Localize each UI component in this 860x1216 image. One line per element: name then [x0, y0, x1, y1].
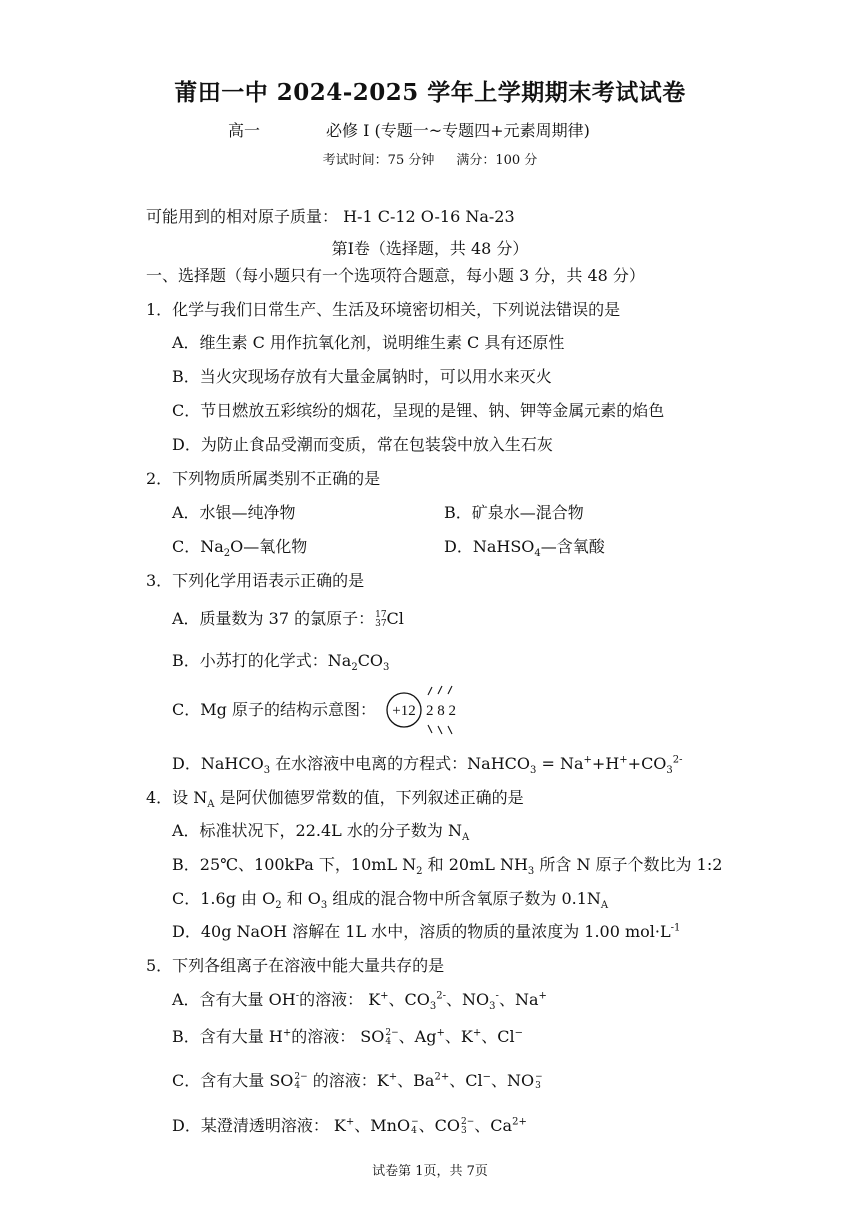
q2-option-a: A．水银—纯净物 [172, 503, 296, 522]
q1-option-d: D．为防止食品受潮而变质，常在包装袋中放入生石灰 [172, 435, 553, 454]
q4-option-d: D．40g NaOH 溶解在 1L 水中，溶质的物质的量浓度为 1.00 $mol\cdot L^{-1}$ [172, 922, 681, 941]
part-title: 第Ⅰ卷（选择题，共 48 分） [331, 239, 529, 258]
nucleus-charge: +12 [392, 703, 416, 719]
q4-option-c: C．1.6g 由 $O_2$ 和 $O_3$ 组成的混合物中所含氧原子数为 $0.1N_A$ [172, 889, 609, 912]
section-title: 一、选择题（每小题只有一个选项符合题意，每小题 3 分，共 48 分） [146, 266, 645, 285]
q5-stem: 5．下列各组离子在溶液中能大量共存的是 [146, 956, 445, 975]
q5-option-a: A．含有大量 OH-的溶液： K+、$CO_3^{2-}$、$NO_3^-$、Na+ [172, 990, 547, 1013]
exam-info [0, 149, 860, 168]
q2-option-c: C．$Na_2O—$氧化物 [172, 537, 308, 560]
q1-option-b: B．当火灾现场存放有大量金属钠时，可以用水来灭火 [172, 367, 552, 386]
q2-option-b: B．矿泉水—混合物 [444, 503, 584, 522]
page-footer: 试卷第 1页，共 7页 [372, 1164, 488, 1179]
grade-label: 高一 [228, 121, 261, 140]
q5-option-b: B．含有大量 H+的溶液： SO 2− 4 、Ag+、K+、Cl− [172, 1027, 523, 1047]
q1-option-a: A．维生素 C 用作抗氧化剂，说明维生素 C 具有还原性 [172, 333, 565, 352]
q2-option-d: D．NaHSO$_4$—含氧酸 [444, 537, 605, 560]
course-label: 必修 I (专题一~专题四+元素周期律) [326, 121, 590, 140]
q5-option-c: C．含有大量 SO 2− 4 的溶液：K+、$Ba^{2+}$、Cl−、NO − 3 [172, 1071, 543, 1091]
q1-option-c: C．节日燃放五彩缤纷的烟花，呈现的是锂、钠、钾等金属元素的焰色 [172, 401, 665, 420]
exam-score: 满分：100 分 [456, 153, 538, 168]
q3-option-a: A．质量数为 37 的氯原子： 17 37 Cl [172, 609, 404, 629]
q4-stem: 4．设 $N_A$ 是阿伏伽德罗常数的值，下列叙述正确的是 [146, 788, 524, 811]
q3-stem: 3．下列化学用语表示正确的是 [146, 571, 365, 590]
exam-time: 考试时间：75 分钟 [322, 153, 435, 168]
electron-shells: 2 8 2 [426, 703, 456, 719]
exam-title: 莆田一中 2024-2025 学年上学期期末考试试卷 [174, 79, 686, 106]
nuclide-notation: 17 37 [375, 609, 387, 629]
exam-subtitle [228, 118, 590, 141]
q1-stem: 1．化学与我们日常生产、生活及环境密切相关，下列说法错误的是 [146, 300, 621, 319]
mg-atom-structure-diagram [384, 682, 468, 738]
q4-option-b: B．25℃、100kPa 下，10mL $N_2$ 和 20mL $NH_3$ 所含 N 原子个数比为 1:2 [172, 855, 723, 878]
q3-option-b: B．小苏打的化学式：$Na_2CO_3$ [172, 651, 390, 674]
atomic-masses: 可能用到的相对原子质量： H-1 C-12 O-16 Na-23 [146, 207, 515, 226]
q5-option-d: D．某澄清透明溶液： K+、MnO − 4 、CO 2− 3 、$Ca^{2+}$ [172, 1116, 527, 1136]
q3-option-d: D．NaHCO$_3$ 在水溶液中电离的方程式：NaHCO$_3$ = $Na^++H^++CO_3^{2-}$ [172, 754, 683, 777]
q4-option-a: A．标准状况下，22.4L 水的分子数为 $N_A$ [172, 821, 470, 844]
q2-stem: 2．下列物质所属类别不正确的是 [146, 469, 381, 488]
q3-option-c: C．Mg 原子的结构示意图： [172, 700, 376, 719]
